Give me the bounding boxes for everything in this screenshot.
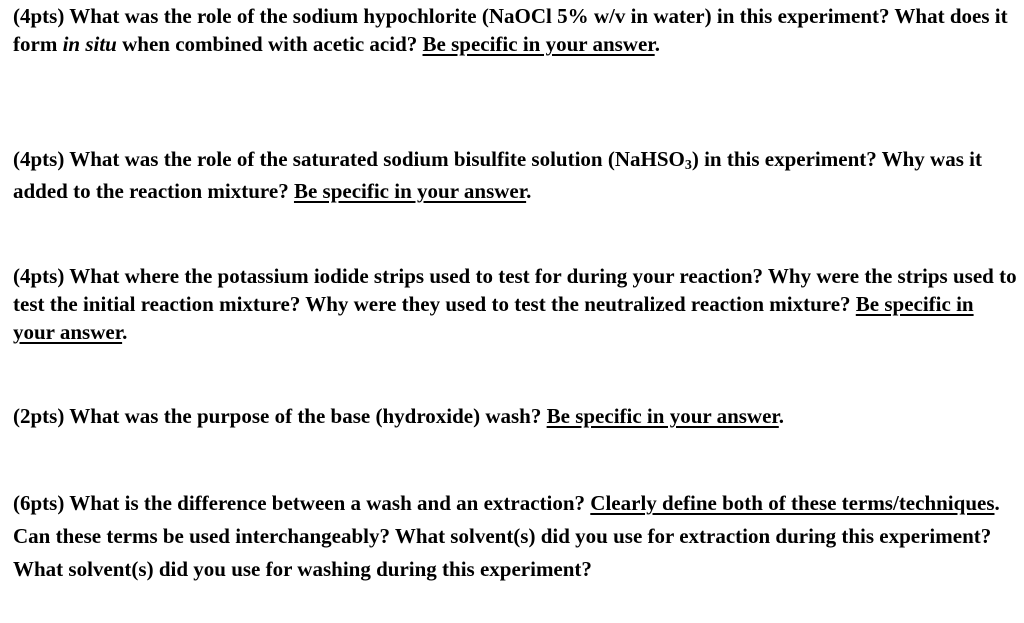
question-1-text-b: when combined with acetic acid?	[116, 32, 423, 56]
question-4-end: .	[778, 404, 785, 428]
question-5-emphasis: Clearly define both of these terms/techniques	[590, 491, 995, 515]
question-4-text: What was the purpose of the base (hydroxide) wash?	[64, 404, 547, 428]
question-2-subscript: 3	[684, 158, 692, 173]
question-1-italic: in situ	[62, 32, 117, 56]
question-4-emphasis: Be specific in your answer	[546, 404, 779, 428]
question-3-emphasis: Be specific in your answer	[13, 292, 974, 344]
question-1	[13, 2, 1018, 58]
question-2-text-a: What was the role of the saturated sodium bisulfite solution (NaHSO	[64, 147, 685, 171]
question-2-text-b: ) in this experiment? Why was it added to the reaction mixture?	[13, 147, 982, 203]
question-4	[13, 402, 1018, 430]
question-3-text: What where the potassium iodide strips used to test for during your reaction? Why were the strips used to test the initial reaction mixture? Why were they used to test the neutralized reaction mixture?	[13, 264, 1017, 316]
question-5-text-a: What is the difference between a wash and an extraction?	[64, 491, 591, 515]
question-3	[13, 262, 1018, 346]
question-1-end: .	[654, 32, 660, 56]
question-5	[13, 487, 1018, 586]
question-2	[13, 143, 1018, 207]
question-2-points: (4pts)	[13, 147, 65, 171]
question-1-emphasis: Be specific in your answer	[422, 32, 655, 56]
question-2-end: .	[526, 179, 532, 203]
question-1-points: (4pts)	[13, 4, 65, 28]
question-3-end: .	[122, 320, 128, 344]
question-3-points: (4pts)	[13, 264, 65, 288]
question-5-text-b: . Can these terms be used interchangeably? What solvent(s) did you use for extraction during this experiment? What solvent(s) did you use for washing during this experiment?	[13, 491, 1000, 581]
question-5-points: (6pts)	[13, 491, 65, 515]
question-1-text-a: What was the role of the sodium hypochlorite (NaOCl 5% w/v in water) in this experiment? What does it form	[13, 4, 1008, 56]
question-2-emphasis: Be specific in your answer	[293, 179, 527, 203]
question-4-points: (2pts)	[13, 404, 65, 428]
